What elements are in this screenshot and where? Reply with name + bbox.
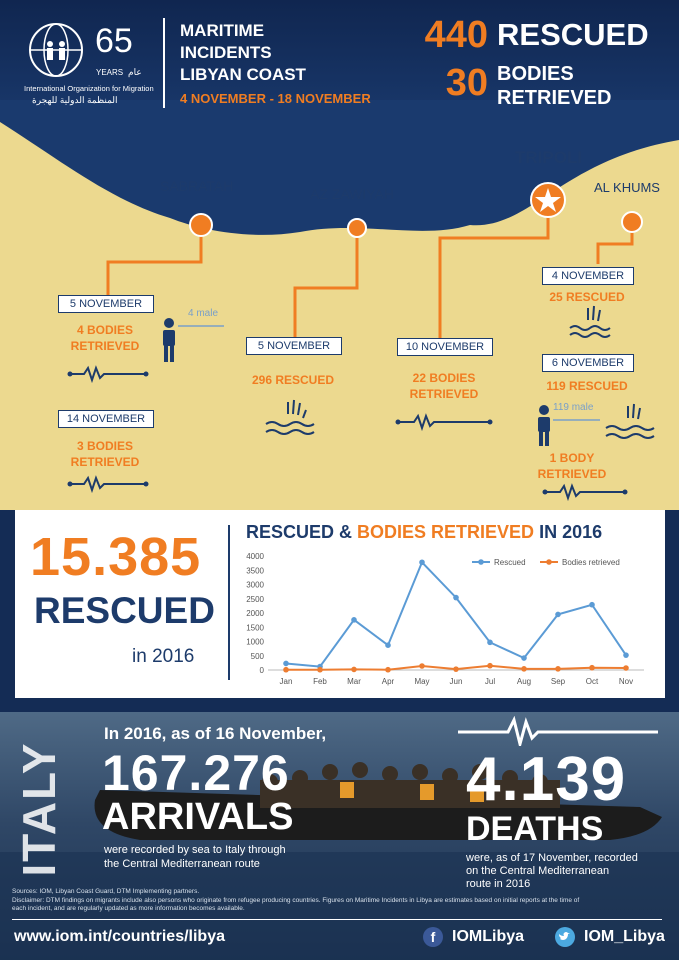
website-link[interactable]: www.iom.int/countries/libya [14,928,225,945]
deaths-desc-3: route in 2016 [466,878,531,890]
legend-swatch-dot [478,559,484,565]
sources-disclaimer [12,888,662,914]
y-tick-label: 4000 [246,552,264,561]
rescued-label: RESCUED [497,17,649,52]
x-tick-label: Mar [347,677,361,686]
heartbeat-line-1 [70,368,146,380]
bodies-label-2: RETRIEVED [497,87,612,109]
series-line-1 [286,562,626,666]
city-az-zawiyah: AZ ZAWIYAH [310,186,394,202]
city-tripoli: TRIPOLI [515,148,583,167]
sources-text: Sources: IOM, Libyan Coast Guard, DTM Implementing partners. [12,888,200,895]
deaths-desc-1: were, as of 17 November, recorded [466,852,638,864]
x-tick-label: Jan [279,677,293,686]
heartbeat-icon [458,716,658,746]
city-sabratah: SABRATAH [160,178,234,194]
italy-label-wrap [14,722,64,882]
deaths-desc [466,852,638,891]
deaths-desc-2: on the Central Mediterranean [466,865,610,877]
disclaimer-text-1: Disclaimer: DTM findings on migrants include also persons who originate from refugee producing countries. Figures on Maritime Incidents in Libya are estimates based on initial reports at the time of [12,896,580,904]
data-point [283,667,289,673]
title-line-1: MARITIME [180,21,265,40]
az-zawiyah-text: 296 RESCUED [251,373,335,387]
data-point [351,667,357,673]
y-tick-label: 0 [259,666,264,675]
logo-org-arabic: المنظمة الدولية للهجرة [32,95,118,105]
city-al-khums: AL KHUMS [594,180,660,195]
person-icon-2 [538,405,550,446]
chart-title [246,522,602,543]
disclaimer-text-2: each incident, and are regularly updated as more information becomes available. [12,905,245,912]
tripoli-text-a: 22 BODIES [412,371,476,385]
tripoli-text-b: RETRIEVED [409,387,479,401]
az-zawiyah-date: 5 NOVEMBER [246,337,342,355]
line-chart [232,548,662,693]
sabratah-text-2a: 3 BODIES [76,439,133,453]
x-tick-label: Jun [449,677,463,686]
sabratah-date-2: 14 NOVEMBER [58,410,154,428]
rescued-count: 440 [424,14,488,56]
data-point [521,655,527,661]
title-line-3: LIBYAN COAST [180,65,306,84]
al-khums-text-3 [536,450,608,482]
y-tick-label: 3000 [246,580,264,590]
twitter-icon[interactable] [555,927,575,947]
al-khums-marker [622,212,642,232]
sabratah-text-2 [58,438,152,470]
data-point [589,602,595,608]
drowning-hand-icon-2 [570,306,610,337]
sabratah-text-1 [58,322,152,354]
sabratah-text-2b: RETRIEVED [70,455,140,469]
drowning-hand-icon [266,400,314,434]
x-tick-label: Sep [550,677,566,686]
x-tick-label: Nov [618,677,634,686]
legend-label: Bodies retrieved [562,558,620,567]
rescued-2016-label: RESCUED [34,590,215,631]
logo-years-arabic: عام [128,67,142,77]
data-point [521,666,527,672]
heartbeat-line-4 [545,486,625,498]
al-khums-date-1: 4 NOVEMBER [542,267,634,285]
y-tick-label: 500 [250,651,264,661]
facebook-icon[interactable]: f [423,927,443,947]
arrivals-desc-1: were recorded by sea to Italy through [104,844,286,856]
al-khums-text-3b: RETRIEVED [537,467,607,481]
arrivals-number: 167.276 [102,745,290,801]
al-khums-text-1: 25 RESCUED [549,290,625,304]
x-tick-label: May [414,677,430,686]
arrivals-label: ARRIVALS [102,796,294,838]
bodies-count: 30 [445,62,488,104]
card-divider [228,525,230,680]
data-point [351,617,357,623]
twitter-handle[interactable]: IOM_Libya [584,928,665,945]
date-range: 4 NOVEMBER - 18 NOVEMBER [180,91,371,106]
deaths-label: DEATHS [466,810,604,848]
x-tick-label: Oct [585,677,599,686]
data-point [453,595,459,601]
data-point [487,663,493,669]
data-point [623,652,629,658]
sabratah-text-1b: RETRIEVED [70,339,140,353]
x-tick-label: Feb [313,677,327,686]
sabratah-marker [190,214,212,236]
title-line-2: INCIDENTS [180,43,272,62]
logo-years: YEARS [96,68,124,77]
data-point [589,665,595,671]
rescued-2016-number: 15.385 [30,527,202,587]
data-point [317,667,323,673]
person-icon [163,318,175,362]
data-point [419,559,425,565]
logo-number: 65 [95,22,133,60]
az-zawiyah-marker [348,219,366,237]
al-khums-text-2: 119 RESCUED [546,379,628,393]
data-point [385,642,391,648]
data-point [555,666,561,672]
x-tick-label: Jul [484,677,496,686]
data-point [487,640,493,646]
italy-label: ITALY [13,741,65,877]
al-khums-text-3a: 1 BODY [549,451,595,465]
heartbeat-line-2 [70,478,146,490]
heartbeat-line-3 [398,416,490,428]
y-tick-label: 2500 [246,594,264,604]
facebook-handle[interactable]: IOMLibya [452,928,525,945]
arrivals-desc [104,843,286,871]
tripoli-date: 10 NOVEMBER [397,338,493,356]
chart-title-part-3: IN 2016 [539,522,603,542]
data-point [453,666,459,672]
chart-title-part-1: RESCUED & [246,522,353,542]
y-tick-label: 1000 [246,637,264,647]
legend-label: Rescued [494,558,526,567]
al-khums-date-2: 6 NOVEMBER [542,354,634,372]
deaths-number: 4.139 [466,745,627,814]
data-point [623,665,629,671]
bodies-label-1: BODIES [497,63,574,85]
al-khums-male-note: 119 male [553,402,594,413]
data-point [283,661,289,667]
chart-title-part-2: BODIES RETRIEVED [357,522,535,542]
y-tick-label: 2000 [246,609,264,618]
arrivals-desc-2: the Central Mediterranean route [104,858,260,870]
sabratah-male-note: 4 male [188,308,219,319]
tripoli-text [394,370,494,402]
y-tick-label: 1500 [246,623,264,633]
logo-org-name: International Organization for Migration [24,84,154,93]
y-tick-label: 3500 [246,566,264,576]
legend-swatch-dot [546,559,552,565]
footer-divider [12,919,662,920]
rescued-2016-sub: in 2016 [132,646,195,667]
data-point [419,663,425,669]
x-tick-label: Apr [381,677,395,686]
x-tick-label: Aug [516,677,532,686]
italy-section [0,712,679,960]
sabratah-date-1: 5 NOVEMBER [58,295,154,313]
data-point [555,612,561,618]
data-point [385,667,391,673]
drowning-hand-icon-3 [606,404,654,438]
italy-intro: In 2016, as of 16 November, [104,724,327,743]
sabratah-text-1a: 4 BODIES [76,323,133,337]
